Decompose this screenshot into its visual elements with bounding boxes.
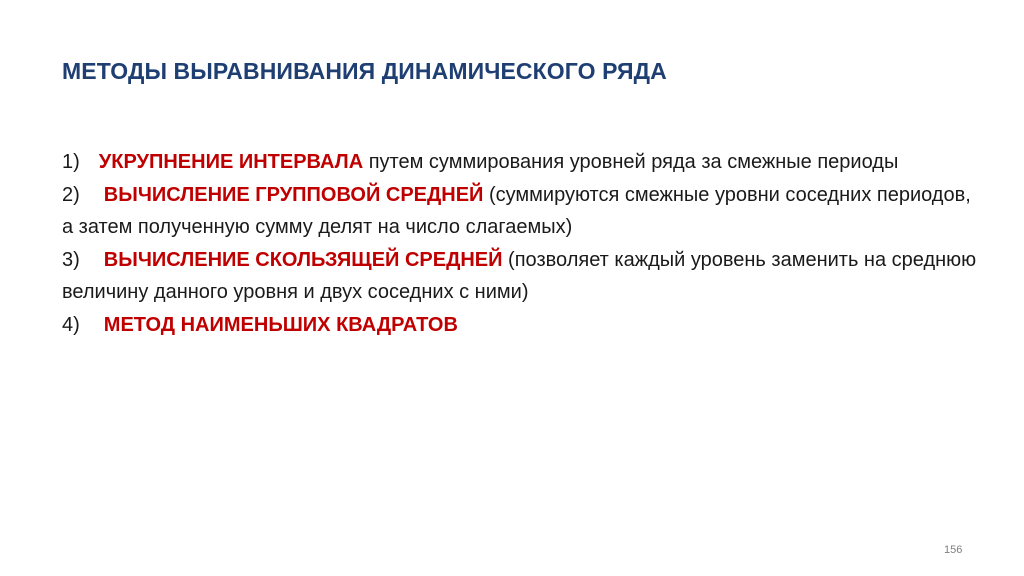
- item-number: 4): [62, 313, 80, 336]
- method-description: (позволяет каждый уровень заменить на среднюю величину данного уровня и двух соседних с ними): [62, 248, 977, 303]
- method-description: (суммируются смежные уровни соседних периодов, а затем полученную сумму делят на число слагаемых): [62, 183, 971, 238]
- method-name: МЕТОД НАИМЕНЬШИХ КВАДРАТОВ: [103, 313, 458, 336]
- method-description: путем суммирования уровней ряда за смежные периоды: [363, 151, 899, 173]
- item-number: 1): [62, 151, 80, 173]
- item-number: 3): [62, 248, 80, 271]
- method-name: УКРУПНЕНИЕ ИНТЕРВАЛА: [98, 151, 364, 173]
- method-item-2: [62, 179, 982, 244]
- method-item-3: [62, 244, 982, 309]
- method-item-1: [62, 146, 982, 179]
- method-name: ВЫЧИСЛЕНИЕ СКОЛЬЗЯЩЕЙ СРЕДНЕЙ: [103, 248, 503, 271]
- method-list: [62, 146, 982, 341]
- page-number: 156: [944, 544, 963, 556]
- item-number: 2): [62, 183, 80, 206]
- method-name: ВЫЧИСЛЕНИЕ ГРУППОВОЙ СРЕДНЕЙ: [103, 183, 484, 206]
- method-item-4: [62, 309, 982, 342]
- slide-title: МЕТОДЫ ВЫРАВНИВАНИЯ ДИНАМИЧЕСКОГО РЯДА: [62, 58, 667, 84]
